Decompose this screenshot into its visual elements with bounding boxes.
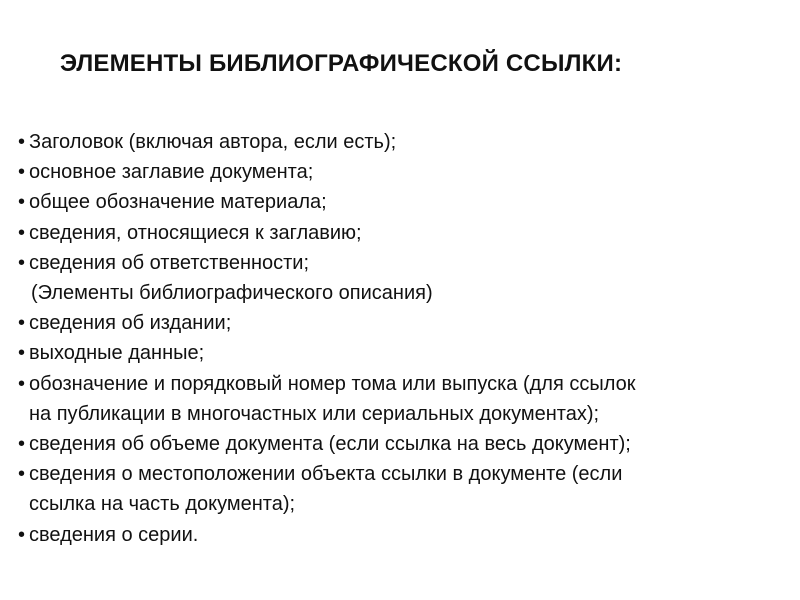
bullet-icon: • (18, 131, 26, 153)
list-item (18, 338, 788, 368)
list-item (18, 248, 788, 278)
list-item (18, 218, 788, 248)
bullet-icon: • (18, 463, 26, 486)
list-item (18, 157, 788, 187)
list-item-text: обозначение и порядковый номер тома или выпуска (для ссылок (29, 372, 636, 395)
list-item (18, 308, 788, 338)
list-item-text: сведения об издании; (29, 312, 232, 335)
bullet-icon: • (18, 221, 26, 244)
list-item-text: общее обозначение материала; (29, 191, 327, 214)
list-item (18, 187, 788, 217)
list-item (18, 127, 788, 157)
bullet-icon: • (18, 191, 26, 214)
list-item-text: основное заглавие документа; (29, 161, 314, 184)
bullet-icon: • (18, 372, 26, 395)
list-item-text-continued: ссылка на часть документа); (29, 493, 296, 516)
list-item-text: сведения о местоположении объекта ссылки в документе (если (29, 463, 623, 486)
bullet-icon: • (18, 342, 26, 365)
bullet-icon: • (18, 312, 26, 335)
list-item-text: сведения об ответственности; (29, 251, 310, 274)
list-item (18, 429, 788, 459)
list-item (18, 459, 788, 519)
list-note (18, 278, 788, 308)
list-item-text-continued: на публикации в многочастных или сериальных документах); (29, 402, 600, 425)
list-item (18, 369, 788, 429)
list-note-text: (Элементы библиографического описания) (31, 282, 433, 305)
bullet-icon: • (18, 523, 26, 546)
bullet-icon: • (18, 161, 26, 184)
bullet-icon: • (18, 433, 26, 456)
list-item (18, 520, 788, 550)
list-item-text: сведения, относящиеся к заглавию; (29, 221, 362, 244)
list-item-text: сведения об объеме документа (если ссылка на весь документ); (29, 433, 631, 456)
list-item-text: выходные данные; (29, 342, 205, 365)
element-list (18, 127, 788, 550)
slide-title: ЭЛЕМЕНТЫ БИБЛИОГРАФИЧЕСКОЙ ССЫЛКИ: (60, 50, 623, 77)
bullet-icon: • (18, 251, 26, 274)
list-item-text: сведения о серии. (29, 523, 199, 546)
list-item-text: Заголовок (включая автора, если есть); (29, 131, 397, 153)
